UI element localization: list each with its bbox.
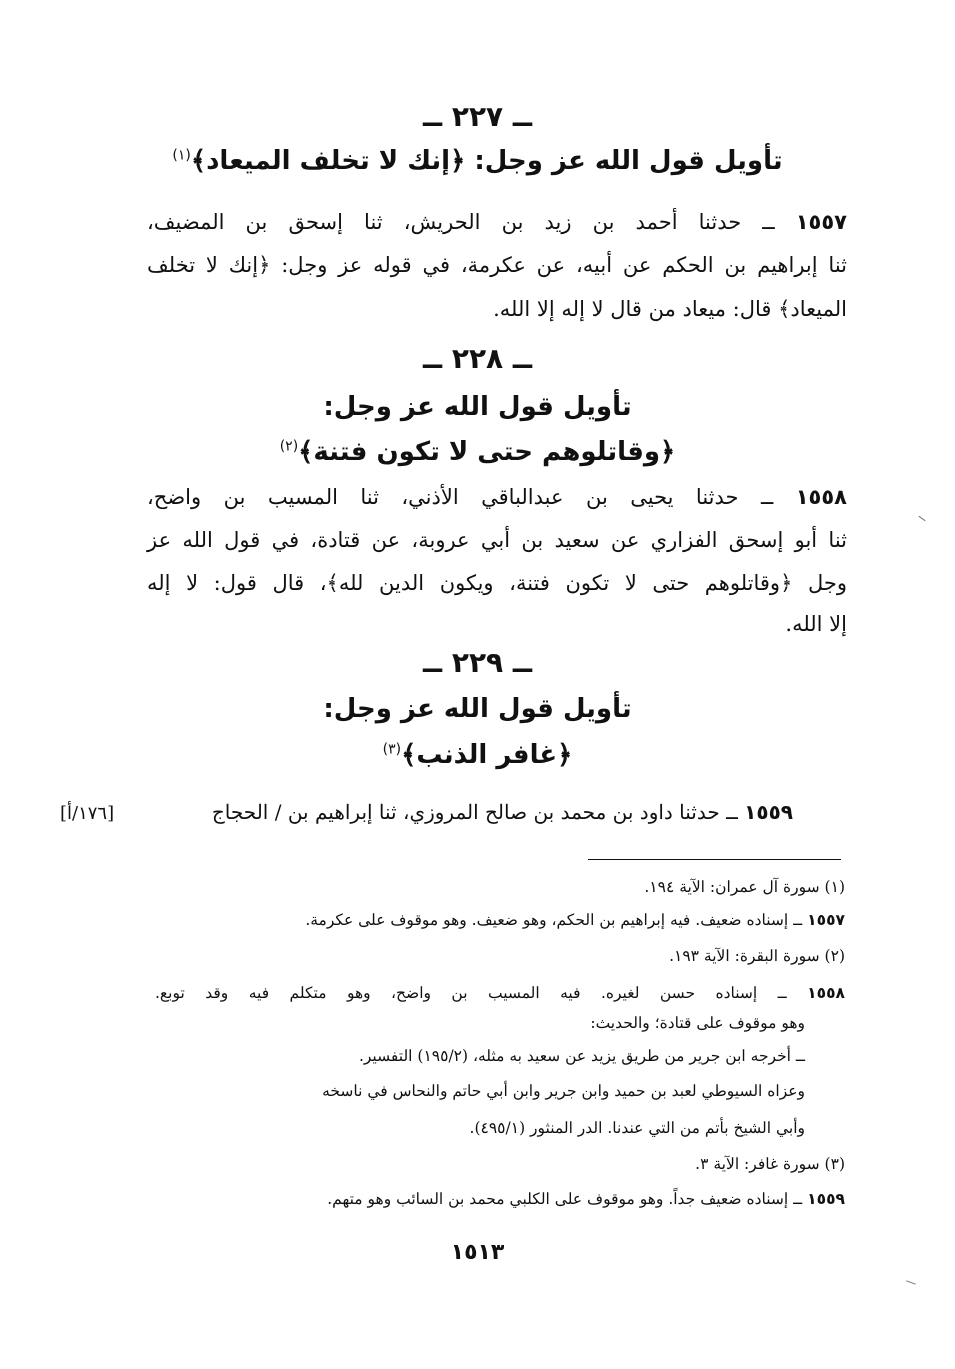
footnote-ref: (١) [172,147,191,164]
verse-text: ﴿غافر الذنب﴾ [401,740,573,770]
hadith-line [147,207,847,237]
folio-marker: [١٧٦/أ] [60,803,115,824]
chapter-number: ــ ٢٢٩ ــ [422,646,533,679]
hadith-number: ١٥٥٩ [744,800,793,824]
hadith-line: ثنا أبو إسحق الفزاري عن سعيد بن أبي عروبة، عن قتادة، في قول الله عز [147,528,847,552]
heading-text: تأويل قول الله عز وجل: ﴿إنك لا تخلف الميعاد﴾ [190,146,783,176]
hadith-line: ثنا إبراهيم بن الحكم عن أبيه، عن عكرمة، في قوله عز وجل: ﴿إنك لا تخلف [147,253,847,277]
footnote-separator [588,859,841,860]
footnote-text: سورة آل عمران: الآية ١٩٤. [644,878,820,896]
footnote [327,1188,845,1210]
footnote-continuation: وأبي الشيخ بأتم من التي عندنا. الدر المنثور (٤٩٥/١). [469,1119,805,1137]
chapter-heading [120,146,835,176]
footnote-text: سورة البقرة: الآية ١٩٣. [669,947,820,965]
footnote-continuation: وهو موقوف على قتادة؛ والحديث: [590,1014,805,1032]
hadith-text: ــ حدثنا أحمد بن زيد بن الحريش، ثنا إسحق بن المضيف، [147,210,775,234]
footnote-text: ــ إسناده حسن لغيره. فيه المسيب بن واضح، وهو متكلم فيه وقد توبع. [155,984,787,1002]
footnote-number: ١٥٥٧ [807,911,845,929]
footnote-continuation: ــ أخرجه ابن جرير من طريق يزيد عن سعيد به مثله، (١٩٥/٢) التفسير. [358,1047,805,1065]
hadith-text: ــ حدثنا داود بن محمد بن صالح المروزي، ثنا إبراهيم بن / الحجاج [211,800,738,824]
hadith-number: ١٥٥٨ [795,485,847,509]
footnote [305,909,845,931]
hadith-number: ١٥٥٧ [795,210,847,234]
scan-mark [906,1280,916,1284]
chapter-heading: تأويل قول الله عز وجل: [323,694,632,724]
footnote-number: (١) [824,878,845,896]
chapter-heading: تأويل قول الله عز وجل: [323,392,632,422]
page-number: ١٥١٣ [450,1240,505,1265]
verse-text: ﴿وقاتلوهم حتى لا تكون فتنة﴾ [298,437,676,467]
footnote-text: ــ إسناده ضعيف جداً. وهو موقوف على الكلبي محمد بن السائب وهو متهم. [327,1190,803,1208]
footnote [644,876,845,898]
footnote-ref: (٢) [279,438,299,455]
footnote [155,982,845,1004]
chapter-number: ــ ٢٢٧ ــ [422,100,533,133]
hadith-line: الميعاد﴾ قال: ميعاد من قال لا إله إلا الله. [493,297,847,321]
footnote-number: (٣) [824,1155,845,1173]
chapter-number: ــ ٢٢٨ ــ [422,342,533,375]
scan-mark [918,516,925,521]
hadith-line: وجل ﴿وقاتلوهم حتى لا تكون فتنة، ويكون الدين لله﴾، قال قول: لا إله [147,571,847,595]
footnote-continuation: وعزاه السيوطي لعبد بن حميد وابن جرير وابن أبي حاتم والنحاس في ناسخه [322,1082,805,1100]
footnote [669,945,845,967]
hadith-text: ــ حدثنا يحيى بن عبدالباقي الأذني، ثنا المسيب بن واضح، [147,485,774,509]
hadith-line: إلا الله. [785,612,847,636]
footnote-ref: (٣) [382,741,402,758]
footnote [695,1153,845,1175]
verse-heading [120,740,835,770]
hadith-line [147,482,847,512]
hadith-line [58,800,793,824]
verse-heading [120,437,835,467]
footnote-number: ١٥٥٨ [807,984,845,1002]
footnote-number: ١٥٥٩ [807,1190,845,1208]
footnote-text: ــ إسناده ضعيف. فيه إبراهيم بن الحكم، وهو ضعيف. وهو موقوف على عكرمة. [305,911,803,929]
footnote-text: سورة غافر: الآية ٣. [695,1155,820,1173]
footnote-number: (٢) [824,947,845,965]
